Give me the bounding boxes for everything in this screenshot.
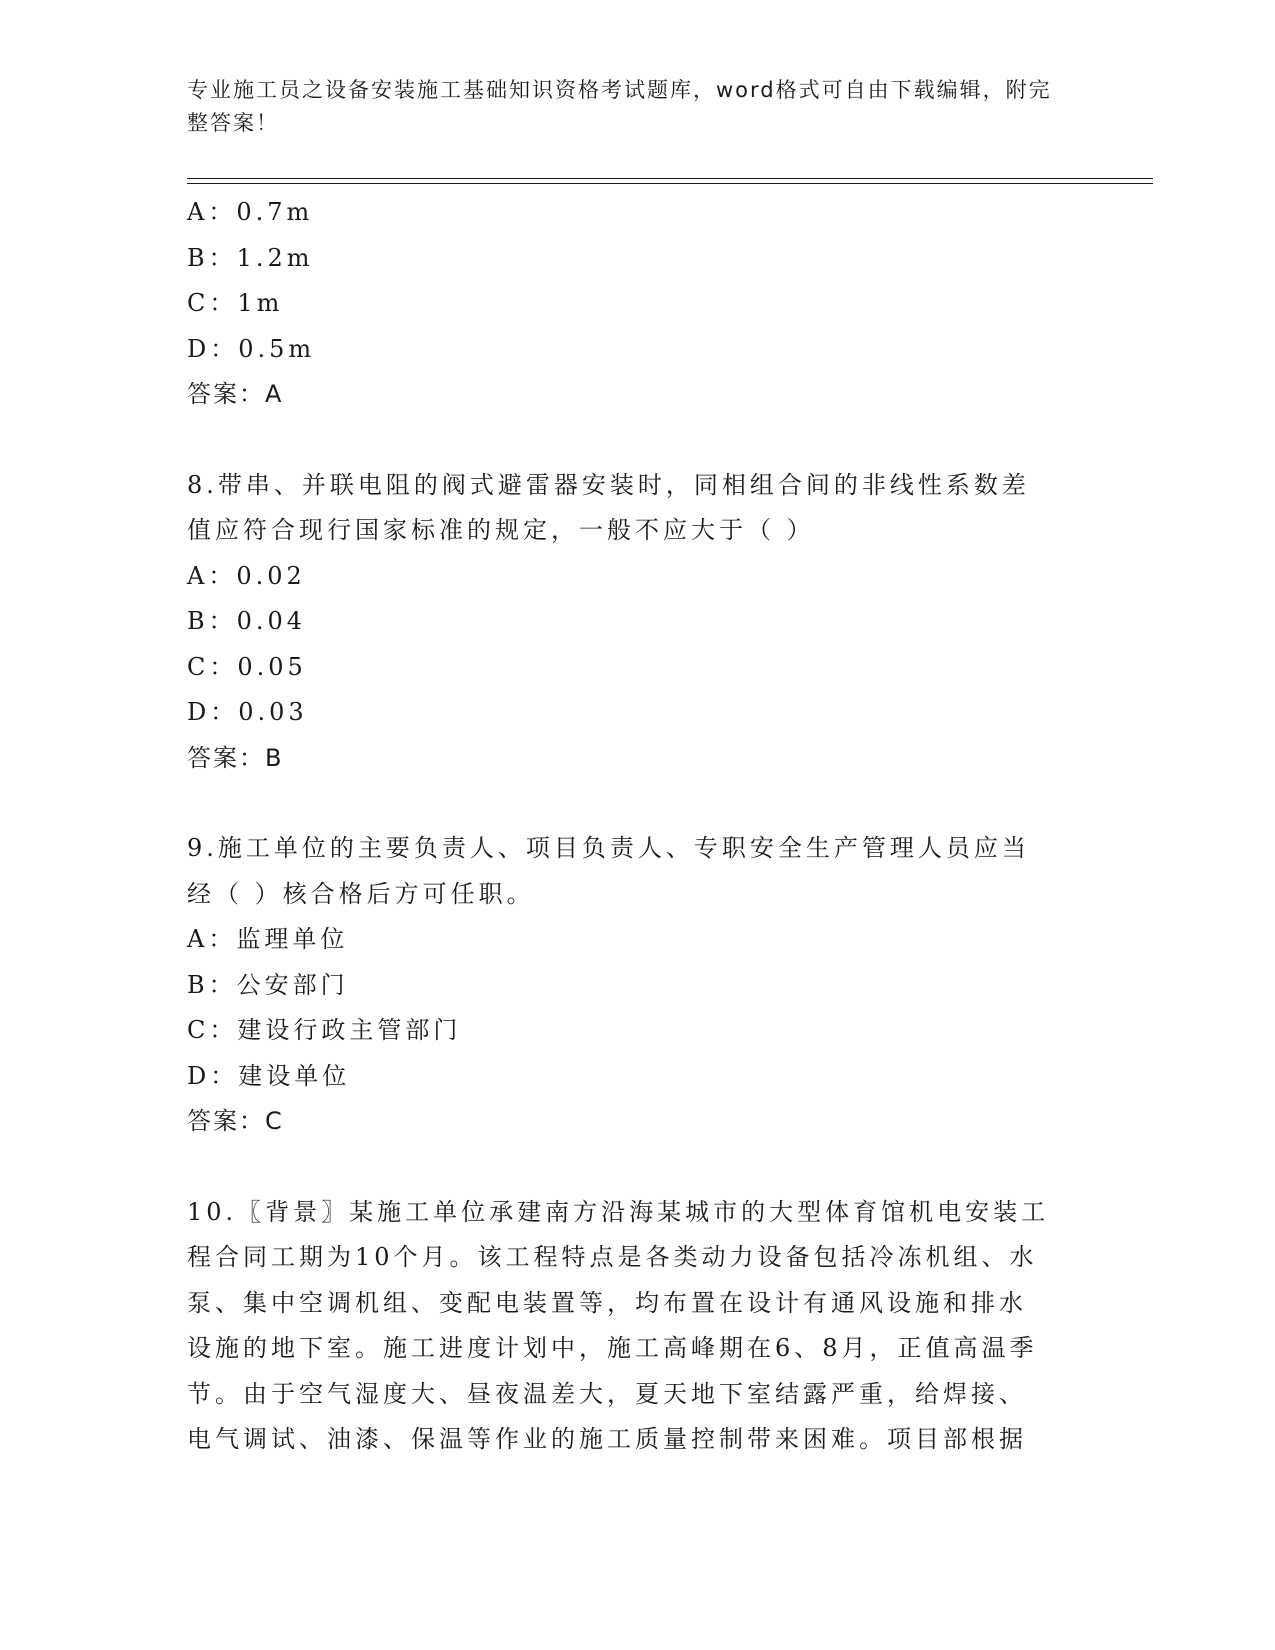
answer-line: 答案：C (187, 1107, 284, 1135)
answer-line: 答案：B (187, 743, 284, 772)
option-c: C：建设行政主管部门 (187, 1016, 462, 1044)
question-content (187, 190, 1067, 1463)
option-b: B：公安部门 (187, 970, 349, 999)
page-header (187, 74, 1067, 140)
header-rule-bottom (187, 183, 1153, 184)
question-text-line: 值应符合现行国家标准的规定，一般不应大于（ ） (187, 516, 815, 544)
option-d: D：0.03 (187, 698, 308, 726)
header-title: 专业施工员之设备安装施工基础知识资格考试题库，word格式可自由下载编辑，附完整答案！ (187, 78, 1052, 135)
question-text-line: 设施的地下室。施工进度计划中，施工高峰期在6、8月，正值高温季 (187, 1334, 1038, 1362)
option-a: A：监理单位 (187, 925, 349, 953)
question-text-line: 电气调试、油漆、保温等作业的施工质量控制带来困难。项目部根据 (187, 1425, 1027, 1453)
question-text-line: 8.带串、并联电阻的阀式避雷器安装时，同相组合间的非线性系数差 (187, 470, 1030, 499)
option-a: A：0.7m (187, 198, 314, 226)
option-c: C：1m (187, 289, 284, 317)
option-b: B：0.04 (187, 607, 307, 635)
question-text-line: 节。由于空气湿度大、昼夜温差大，夏天地下室结露严重，给焊接、 (187, 1379, 1027, 1408)
option-a: A：0.02 (187, 561, 306, 590)
option-d: D：0.5m (187, 334, 316, 363)
question-text-line: 程合同工期为10个月。该工程特点是各类动力设备包括冷冻机组、水 (187, 1243, 1038, 1271)
spacer (187, 1145, 1067, 1190)
prev-question-options (187, 190, 1067, 418)
question-text-line: 9.施工单位的主要负责人、项目负责人、专职安全生产管理人员应当 (187, 834, 1030, 862)
question-10 (187, 1190, 1067, 1463)
question-text-line: 10.〖背景〗某施工单位承建南方沿海某城市的大型体育馆机电安装工 (187, 1197, 1050, 1226)
option-c: C：0.05 (187, 652, 307, 681)
option-d: D：建设单位 (187, 1061, 351, 1090)
question-9 (187, 826, 1067, 1145)
question-text-line: 经（ ）核合格后方可任职。 (187, 879, 535, 908)
answer-line: 答案：A (187, 380, 284, 408)
question-text-line: 泵、集中空调机组、变配电装置等，均布置在设计有通风设施和排水 (187, 1288, 1027, 1317)
option-b: B：1.2m (187, 243, 314, 272)
spacer (187, 418, 1067, 463)
spacer (187, 781, 1067, 826)
header-rule-top (187, 178, 1153, 179)
question-8 (187, 463, 1067, 782)
